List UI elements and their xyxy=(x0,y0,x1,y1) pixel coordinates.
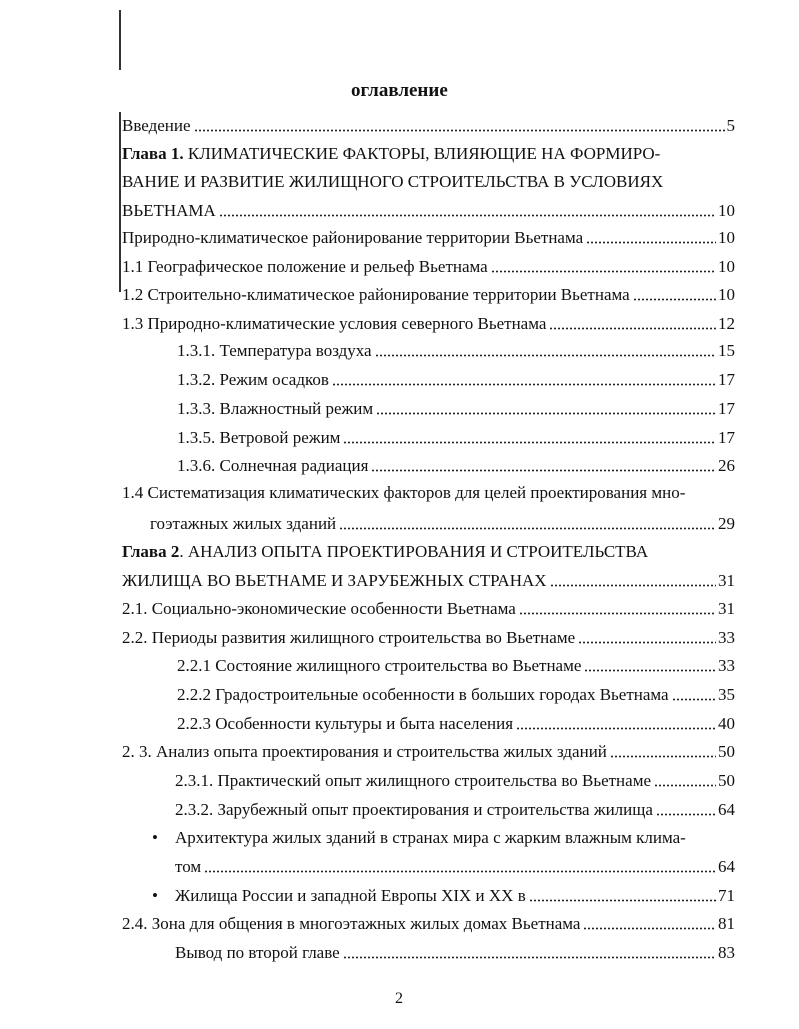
dot-leader xyxy=(519,612,716,615)
toc-entry xyxy=(122,197,735,221)
toc-entry xyxy=(175,767,735,791)
entry-title: 1.3.6. Солнечная радиация xyxy=(177,456,369,475)
toc-entry-text xyxy=(122,257,488,277)
entry-title: 2.2.3 Особенности культуры и быта населения xyxy=(177,714,514,733)
entry-title: . АНАЛИЗ ОПЫТА ПРОЕКТИРОВАНИЯ И СТРОИТЕЛЬСТВА xyxy=(179,542,649,561)
toc-entry xyxy=(122,595,735,619)
entry-title: 2.1. Социально-экономические особенности Вьетнама xyxy=(122,599,516,618)
dot-leader xyxy=(584,669,716,672)
page-ref: 64 xyxy=(718,800,735,819)
entry-title: 2.3.1. Практический опыт жилищного строительства во Вьетнаме xyxy=(175,771,651,790)
entry-title: 1.3.5. Ветровой режим xyxy=(177,428,341,447)
scan-margin-line xyxy=(119,10,121,70)
toc-entry xyxy=(122,538,735,562)
page-ref: 26 xyxy=(718,456,735,475)
entry-title: 1.3 Природно-климатические условия северного Вьетнама xyxy=(122,314,547,333)
toc-entry-text xyxy=(122,172,663,192)
toc-entry-text xyxy=(177,370,329,390)
entry-title: 1.3.2. Режим осадков xyxy=(177,370,329,389)
page-ref: 31 xyxy=(718,599,735,618)
entry-title: 1.1 Географическое положение и рельеф Вьетнама xyxy=(122,257,488,276)
toc-entry xyxy=(175,882,735,906)
toc-entry xyxy=(177,424,735,448)
toc-title: оглавление xyxy=(351,80,448,101)
toc-entry-text xyxy=(122,144,660,164)
dot-leader xyxy=(204,870,716,873)
entry-title: 2.2. Периоды развития жилищного строительства во Вьетнаме xyxy=(122,628,576,647)
toc-entry xyxy=(177,337,735,361)
toc-entry xyxy=(177,452,735,476)
page-ref: 10 xyxy=(718,285,735,304)
page-ref: 29 xyxy=(718,514,735,533)
toc-entry xyxy=(177,681,735,705)
dot-leader xyxy=(583,927,716,930)
toc-entry xyxy=(122,112,735,136)
toc-entry-text xyxy=(122,628,575,648)
entry-title: 1.2 Строительно-климатическое районирование территории Вьетнама xyxy=(122,285,630,304)
dot-leader xyxy=(343,441,716,444)
page-ref: 17 xyxy=(718,399,735,418)
page-ref: 33 xyxy=(718,656,735,675)
toc-entry-text xyxy=(175,886,526,906)
dot-leader xyxy=(656,813,716,816)
toc-entry-text xyxy=(177,428,340,448)
dot-leader xyxy=(371,469,716,472)
entry-title: Жилища России и западной Европы XIX и XX в xyxy=(175,886,526,905)
toc-entry-text xyxy=(122,483,685,503)
dot-leader xyxy=(491,270,716,273)
dot-leader xyxy=(343,956,716,959)
entry-title: 2.4. Зона для общения в многоэтажных жилых домах Вьетнама xyxy=(122,914,581,933)
toc-entry-text xyxy=(122,542,648,562)
toc-entry-text xyxy=(150,514,336,534)
toc-entry-text xyxy=(122,314,546,334)
entry-title: ВАНИЕ И РАЗВИТИЕ ЖИЛИЩНОГО СТРОИТЕЛЬСТВА В УСЛОВИЯХ xyxy=(122,172,664,191)
dot-leader xyxy=(550,584,716,587)
dot-leader xyxy=(586,241,716,244)
entry-title: 2.2.1 Состояние жилищного строительства во Вьетнаме xyxy=(177,656,582,675)
toc-entry xyxy=(177,710,735,734)
toc-entry-text xyxy=(122,228,583,248)
toc-entry xyxy=(122,140,735,164)
toc-entry xyxy=(177,366,735,390)
page-ref: 50 xyxy=(718,742,735,761)
entry-title: Архитектура жилых зданий в странах мира с жарким влажным клима- xyxy=(175,828,686,847)
toc-entry-text xyxy=(122,116,191,136)
dot-leader xyxy=(376,412,716,415)
page-ref: 50 xyxy=(718,771,735,790)
toc-entry xyxy=(175,796,735,820)
page-ref: 35 xyxy=(718,685,735,704)
page-ref: 83 xyxy=(718,943,735,962)
dot-leader xyxy=(194,129,725,132)
page-ref: 17 xyxy=(718,428,735,447)
dot-leader xyxy=(332,383,716,386)
dot-leader xyxy=(219,214,716,217)
page-ref: 64 xyxy=(718,857,735,876)
dot-leader xyxy=(633,298,716,301)
toc-entry-text xyxy=(175,857,201,877)
toc-entry-text xyxy=(177,399,373,419)
dot-leader xyxy=(654,784,716,787)
entry-title: КЛИМАТИЧЕСКИЕ ФАКТОРЫ, ВЛИЯЮЩИЕ НА ФОРМИРО- xyxy=(183,144,661,163)
toc-entry-text xyxy=(122,285,630,305)
dot-leader xyxy=(610,755,716,758)
entry-title: Природно-климатическое районирование территории Вьетнама xyxy=(122,228,584,247)
dot-leader xyxy=(339,527,716,530)
toc-entry xyxy=(122,253,735,277)
toc-entry xyxy=(175,853,735,877)
page-ref: 12 xyxy=(718,314,735,333)
toc-entry xyxy=(122,281,735,305)
toc-entry-text xyxy=(177,456,368,476)
chapter-label: Глава 2 xyxy=(122,542,180,561)
entry-title: 2.2.2 Градостроительные особенности в больших городах Вьетнама xyxy=(177,685,669,704)
toc-entry xyxy=(177,395,735,419)
toc-entry xyxy=(150,510,735,534)
entry-title: ЖИЛИЩА ВО ВЬЕТНАМЕ И ЗАРУБЕЖНЫХ СТРАНАХ xyxy=(122,571,547,590)
toc-entry-text xyxy=(175,800,653,820)
page-ref: 10 xyxy=(718,228,735,247)
entry-title: 1.3.1. Температура воздуха xyxy=(177,341,372,360)
toc-entry-text xyxy=(177,714,513,734)
toc-entry xyxy=(122,624,735,648)
toc-entry xyxy=(175,824,735,848)
toc-entry-text xyxy=(175,771,651,791)
entry-title: ВЬЕТНАМА xyxy=(122,201,216,220)
entry-title: том xyxy=(175,857,202,876)
page-ref: 10 xyxy=(718,257,735,276)
page-ref: 40 xyxy=(718,714,735,733)
page-ref: 15 xyxy=(718,341,735,360)
entry-title: Вывод по второй главе xyxy=(175,943,340,962)
page-number: 2 xyxy=(395,990,403,1007)
toc-entry xyxy=(122,479,735,503)
toc-entry-text xyxy=(122,201,216,221)
bullet-icon: • xyxy=(152,828,158,847)
dot-leader xyxy=(578,641,716,644)
toc-entry-text xyxy=(177,656,581,676)
dot-leader xyxy=(375,354,716,357)
toc-entry-text xyxy=(122,742,607,762)
bullet-icon: • xyxy=(152,886,158,905)
toc-entry-text xyxy=(122,571,547,591)
toc-entry-text xyxy=(175,943,340,963)
toc-entry xyxy=(122,168,735,192)
page-ref: 10 xyxy=(718,201,735,220)
entry-title: 2. 3. Анализ опыта проектирования и строительства жилых зданий xyxy=(122,742,607,761)
page-ref: 81 xyxy=(718,914,735,933)
page-ref: 33 xyxy=(718,628,735,647)
dot-leader xyxy=(549,327,716,330)
toc-entry-text xyxy=(177,341,372,361)
page-ref: 5 xyxy=(726,116,735,135)
toc-entry xyxy=(122,567,735,591)
toc-entry-text xyxy=(122,914,580,934)
toc-entry xyxy=(175,939,735,963)
entry-title: 2.3.2. Зарубежный опыт проектирования и строительства жилища xyxy=(175,800,653,819)
entry-title: 1.3.3. Влажностный режим xyxy=(177,399,374,418)
page-ref: 17 xyxy=(718,370,735,389)
entry-title: Введение xyxy=(122,116,191,135)
toc-entry-text xyxy=(175,828,686,848)
chapter-label: Глава 1. xyxy=(122,144,184,163)
toc-entry xyxy=(122,738,735,762)
dot-leader xyxy=(516,727,716,730)
entry-title: гоэтажных жилых зданий xyxy=(150,514,337,533)
dot-leader xyxy=(672,698,716,701)
toc-entry-text xyxy=(122,599,516,619)
toc-entry xyxy=(122,224,735,248)
toc-entry xyxy=(177,652,735,676)
scan-margin-line xyxy=(119,112,121,292)
entry-title: 1.4 Систематизация климатических факторов для целей проектирования мно- xyxy=(122,483,686,502)
toc-entry-text xyxy=(177,685,669,705)
dot-leader xyxy=(529,899,716,902)
page-ref: 31 xyxy=(718,571,735,590)
page-ref: 71 xyxy=(718,886,735,905)
toc-entry xyxy=(122,910,735,934)
toc-entry xyxy=(122,310,735,334)
